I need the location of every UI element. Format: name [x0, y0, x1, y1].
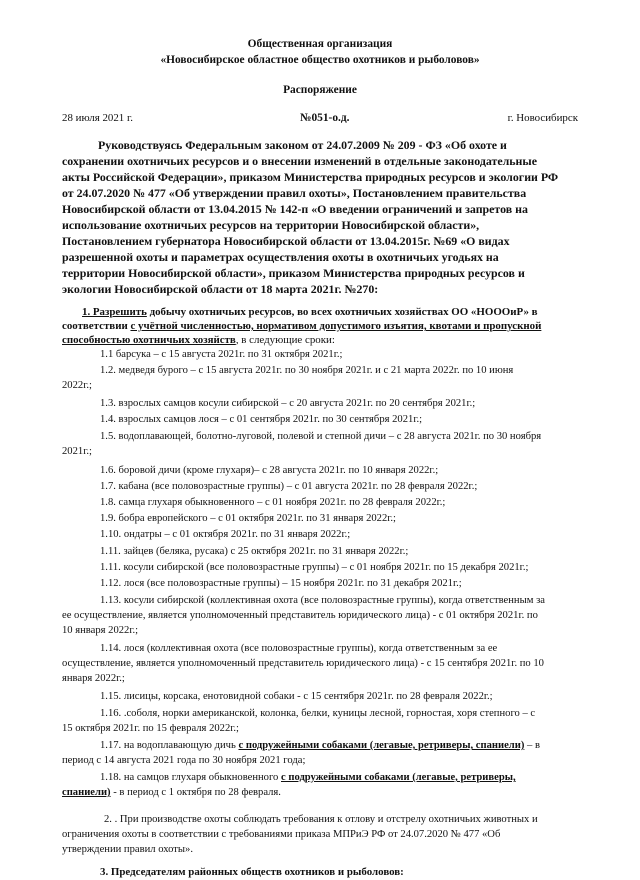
permit-scope: во всех охотничьих хозяйствах ОО «НОООиР» в: [294, 306, 538, 318]
org-line-2: «Новосибирское областное общество охотников и рыболовов»: [160, 54, 480, 66]
list-item: 1.16. .соболя, норки американской, колонка, белки, куницы лесной, горностая, хоря степного – с: [100, 708, 536, 719]
list-item: 1.13. косули сибирской (коллективная охота (все половозрастные группы), когда ответственным за: [100, 595, 545, 606]
intro-line: разрешенной охоты и параметрах осуществления охоты в охотничьих угодьях на: [62, 250, 499, 264]
text-run: 1.17. на водоплавающую дичь: [100, 740, 239, 751]
list-item-cont: 2021г.;: [62, 446, 92, 457]
list-item: 1.1 барсука – с 15 августа 2021г. по 31 октября 2021г.;: [100, 349, 343, 360]
section1-line: [62, 334, 335, 346]
intro-line: сохранении охотничьих ресурсов и о внесении изменений в отдельные законодательные: [62, 154, 537, 168]
text-run: – в: [524, 740, 540, 751]
intro-line: Новосибирской области от 13.04.2015 № 142-п «О введении ограничений и запретов на: [62, 202, 528, 216]
underlined-run: с подружейными собаками (легавые, ретриверы, спаниели): [238, 740, 525, 751]
list-item-cont: 10 января 2022г.;: [62, 625, 139, 636]
list-item: 1.2. медведя бурого – с 15 августа 2021г. по 30 ноября 2021г. и с 21 марта 2022г. по 10 июня: [100, 365, 514, 376]
intro-line: Постановлением губернатора Новосибирской области от 13.04.2015г. №69 «О видах: [62, 234, 510, 248]
org-line-1: Общественная организация: [247, 38, 393, 50]
text-run: соответствии: [62, 320, 131, 332]
section2-line: ограничения охоты в соответствии с требованиями приказа МПРиЭ РФ от 24.07.2020 № 477 «Об: [62, 829, 501, 840]
list-item: 1.10. ондатры – с 01 октября 2021г. по 31 января 2022г.;: [100, 529, 351, 540]
intro-line: экологии Новосибирской области от 18 марта 2021г. №270:: [62, 282, 379, 296]
underlined-run: спаниели): [62, 787, 111, 798]
list-item: [100, 772, 516, 783]
permit-object: добычу охотничьих ресурсов,: [146, 306, 295, 318]
underlined-run: способностью охотничьих хозяйств: [62, 334, 236, 346]
list-item-cont: января 2022г.;: [62, 673, 125, 684]
text-run: - в период с 1 октября по 28 февраля.: [110, 787, 281, 798]
document-number: №051-о.д.: [300, 112, 350, 124]
intro-line: от 24.07.2020 № 477 «Об утверждении правил охоты», Постановлением правительства: [62, 186, 527, 200]
list-item: 1.14. лося (коллективная охота (все половозрастные группы), когда ответственным за ее: [100, 643, 498, 654]
document-type: Распоряжение: [283, 84, 357, 96]
section3-title: 3. Председателям районных обществ охотников и рыболовов:: [100, 866, 404, 878]
list-item: 1.9. бобра европейского – с 01 октября 2021г. по 31 января 2022г.;: [100, 513, 396, 524]
underlined-run: с подружейными собаками (легавые, ретриверы,: [281, 772, 516, 783]
list-item-cont: [62, 787, 281, 798]
list-item-cont: ее осуществление, является уполномоченный представитель юридического лица) - с 01 октября 2021г. по: [62, 610, 538, 621]
document-city: г. Новосибирск: [507, 112, 578, 124]
list-item: 1.8. самца глухаря обыкновенного – с 01 ноября 2021г. по 28 февраля 2022г.;: [100, 497, 446, 508]
permit-word: 1. Разрешить: [82, 306, 147, 318]
list-item: 1.5. водоплавающей, болотно-луговой, полевой и степной дичи – с 28 августа 2021г. по 30 ноября: [100, 431, 542, 442]
list-item: 1.6. боровой дичи (кроме глухаря)– с 28 августа 2021г. по 10 января 2022г.;: [100, 465, 439, 476]
list-item: [100, 740, 540, 751]
text-run: , в следующие сроки:: [235, 334, 335, 346]
list-item: 1.11. зайцев (беляка, русака) с 25 октября 2021г. по 31 января 2022г.;: [100, 546, 409, 557]
intro-line: Руководствуясь Федеральным законом от 24.07.2009 № 209 - ФЗ «Об охоте и: [98, 138, 507, 152]
list-item: 1.12. лося (все половозрастные группы) – 15 ноября 2021г. по 31 декабря 2021г.;: [100, 578, 462, 589]
intro-line: использование охотничьих ресурсов на территории Новосибирской области»,: [62, 218, 480, 232]
section1-line: [62, 320, 541, 332]
list-item: 1.4. взрослых самцов лося – с 01 сентября 2021г. по 30 сентября 2021г.;: [100, 414, 423, 425]
section2-line: утверждении правил охоты».: [62, 844, 193, 855]
list-item: 1.15. лисицы, корсака, енотовидной собаки - с 15 сентября 2021г. по 28 февраля 2022г.;: [100, 691, 493, 702]
list-item: 1.11. косули сибирской (все половозрастные группы) – с 01 ноября 2021г. по 15 декабря 2021г.;: [100, 562, 529, 573]
intro-line: акты Российской Федерации», приказом Министерства природных ресурсов и экологии РФ: [62, 170, 559, 184]
list-item: 1.7. кабана (все половозрастные группы) – с 01 августа 2021г. по 28 февраля 2022г.;: [100, 481, 478, 492]
list-item-cont: 2022г.;: [62, 380, 92, 391]
list-item-cont: 15 октября 2021г. по 15 февраля 2022г.;: [62, 723, 240, 734]
list-item-cont: осуществление, является уполномоченный представитель юридического лица) - с 15 сентября 2021г. по 10: [62, 658, 544, 669]
text-run: 1.18. на самцов глухаря обыкновенного: [100, 772, 281, 783]
underlined-run: с учётной численностью, нормативом допустимого изъятия, квотами и пропускной: [130, 320, 542, 332]
intro-line: территории Новосибирской области», приказом Министерства природных ресурсов и: [62, 266, 525, 280]
list-item-cont: период с 14 августа 2021 года по 30 ноября 2021 года;: [62, 755, 306, 766]
section2-line: 2. . При производстве охоты соблюдать требования к отлову и отстрелу охотничьих животных и: [104, 814, 538, 825]
document-date: 28 июля 2021 г.: [62, 112, 133, 124]
list-item: 1.3. взрослых самцов косули сибирской – с 20 августа 2021г. по 20 сентября 2021г.;: [100, 398, 476, 409]
section1-heading: [82, 306, 538, 318]
